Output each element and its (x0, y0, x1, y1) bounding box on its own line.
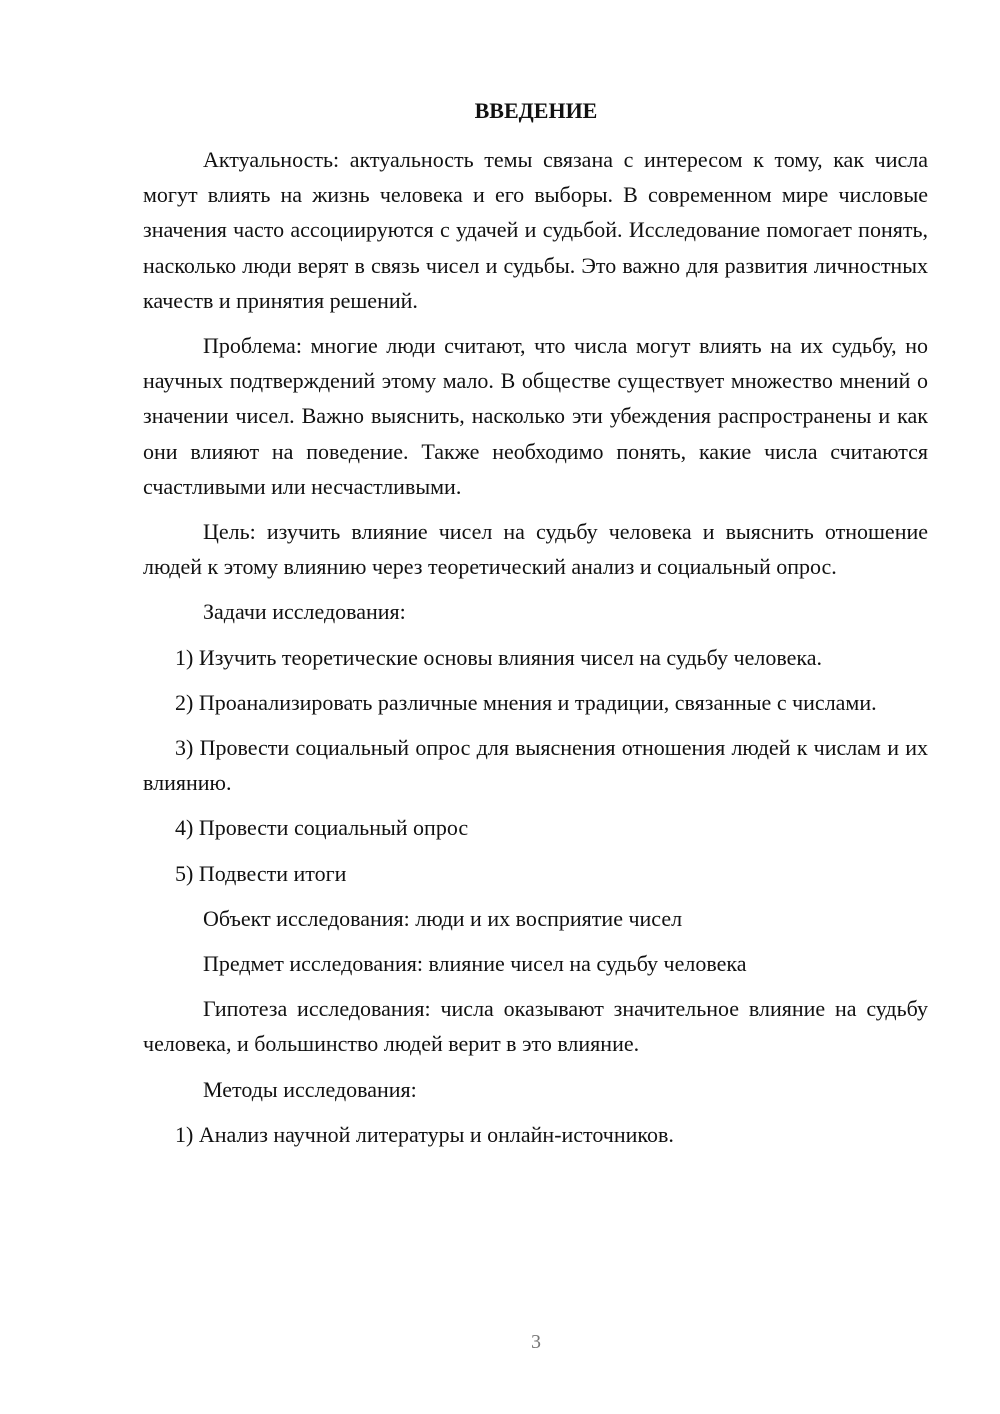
hypothesis-paragraph: Гипотеза исследования: числа оказывают значительное влияние на судьбу человека, и большинство людей верит в это влияние. (143, 996, 928, 1057)
method-item: 1) Анализ научной литературы и онлайн-источников. (175, 1121, 674, 1147)
relevance-paragraph: Актуальность: актуальность темы связана с интересом к тому, как числа могут влиять на жизнь человека и его выборы. В современном мире числовые значения часто ассоциируются с удачей и судьбой. Исследование помогает понять, насколько люди верят в связь чисел и судьбы. Это важно для развития личностных качеств и принятия решений. (143, 147, 928, 313)
task-item: 3) Провести социальный опрос для выяснения отношения людей к числам и их влиянию. (143, 735, 928, 796)
task-item: 5) Подвести итоги (175, 860, 347, 886)
task-item: 4) Провести социальный опрос (175, 815, 469, 841)
section-heading: ВВЕДЕНИЕ (474, 98, 598, 123)
object-paragraph: Объект исследования: люди и их восприятие чисел (203, 905, 683, 931)
task-item: 2) Проанализировать различные мнения и традиции, связанные с числами. (175, 689, 877, 715)
goal-paragraph: Цель: изучить влияние чисел на судьбу человека и выяснить отношение людей к этому влиянию через теоретический анализ и социальный опрос. (143, 519, 928, 580)
tasks-heading: Задачи исследования: (203, 599, 406, 625)
methods-heading: Методы исследования: (203, 1076, 417, 1102)
problem-paragraph: Проблема: многие люди считают, что числа могут влиять на их судьбу, но научных подтверждений этому мало. В обществе существует множество мнений о значении чисел. Важно выяснить, насколько эти убеждения распространены и как они влияют на поведение. Также необходимо понять, какие числа считаются счастливыми или несчастливыми. (143, 333, 928, 499)
subject-paragraph: Предмет исследования: влияние чисел на судьбу человека (203, 951, 747, 977)
page-number: 3 (531, 1331, 541, 1353)
body-text (143, 142, 928, 1162)
task-item: 1) Изучить теоретические основы влияния чисел на судьбу человека. (175, 644, 822, 670)
